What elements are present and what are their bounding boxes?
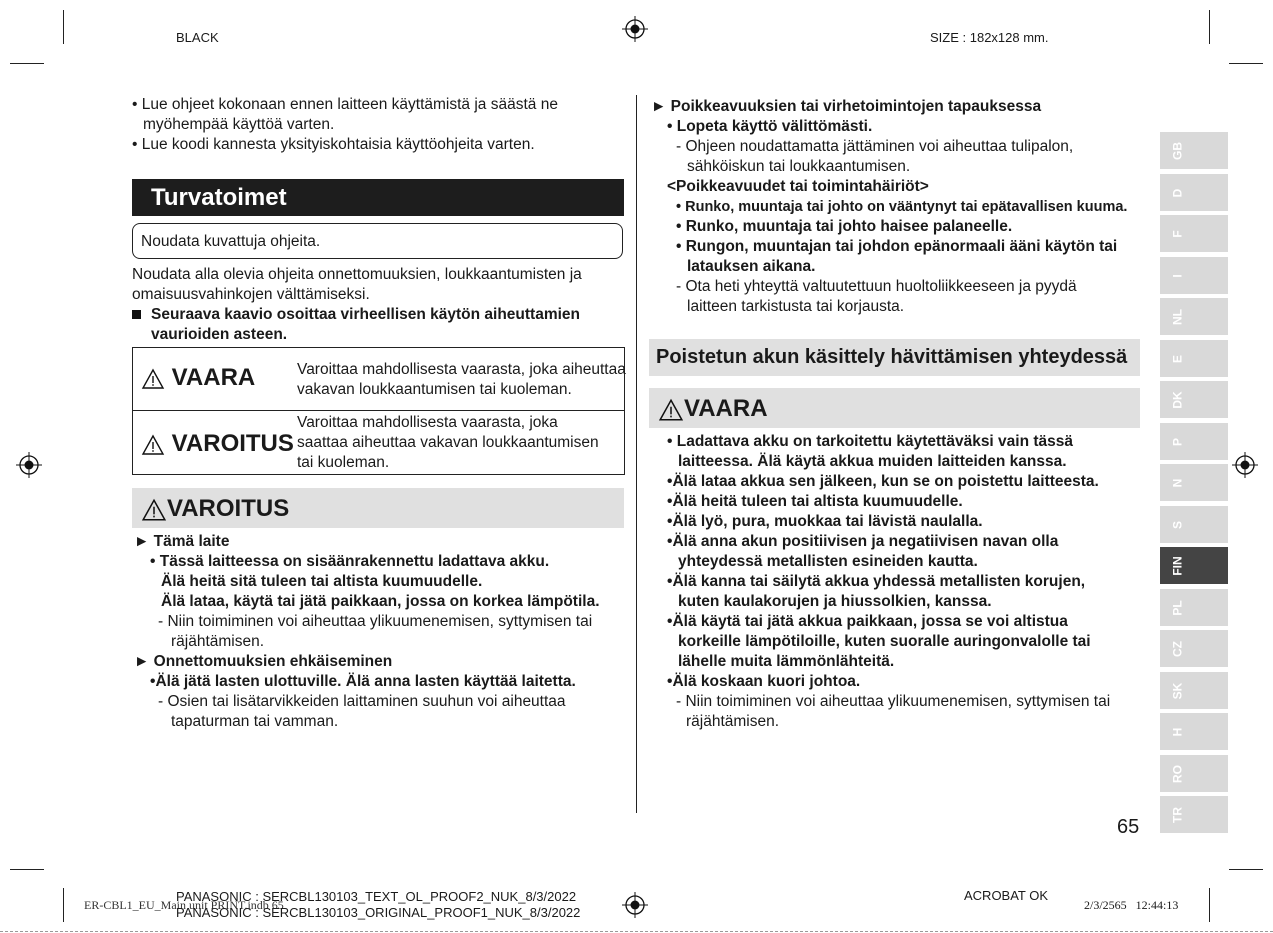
bullet: • Rungon, muuntajan tai johdon epänormaali ääni käytön tai <box>676 238 1118 255</box>
tab-d[interactable]: D <box>1160 174 1228 211</box>
bullet: • Runko, muuntaja tai johto haisee palaneelle. <box>676 218 1013 235</box>
crop-mark <box>1209 888 1210 922</box>
crop-mark <box>63 10 64 44</box>
tab-nl[interactable]: NL <box>1160 298 1228 335</box>
danger-heading: VAARA <box>658 395 768 423</box>
bullet: •Älä lataa akkua sen jälkeen, kun se on poistettu laitteesta. <box>667 473 1099 490</box>
warning-triangle-icon <box>141 498 167 522</box>
bullet: •Älä anna akun positiivisen ja negatiivisen navan olla <box>667 533 1059 550</box>
footer-file: ER-CBL1_EU_Main unit PRINT.indb 65 <box>84 898 284 912</box>
safety-title-band <box>132 179 624 216</box>
chart-intro-cont: vaurioiden asteen. <box>151 326 288 343</box>
warning-band <box>132 488 624 528</box>
tab-tr[interactable]: TR <box>1160 796 1228 833</box>
tab-s[interactable]: S <box>1160 506 1228 543</box>
tab-dk[interactable]: DK <box>1160 381 1228 418</box>
footer-timestamp: 2/3/2565 12:44:13 <box>1084 898 1179 912</box>
dash-note: - Niin toimiminen voi aiheuttaa ylikuumenemisen, syttymisen tai <box>158 613 593 630</box>
bullet: • Ladattava akku on tarkoitettu käytettäväksi vain tässä <box>667 433 1074 450</box>
intro-bullet-1-cont: myöhempää käyttöä varten. <box>143 116 335 133</box>
registration-mark-icon <box>16 452 42 478</box>
dash-note: - Osien tai lisätarvikkeiden laittaminen suuhun voi aiheuttaa <box>158 693 566 710</box>
safety-title: Turvatoimet <box>151 184 287 211</box>
intro-bullet-2: • Lue koodi kannesta yksityiskohtaisia käyttöohjeita varten. <box>132 136 535 153</box>
danger-list <box>667 432 1147 732</box>
abnormal-title: <Poikkeavuudet tai toimintahäiriöt> <box>667 178 929 195</box>
disposal-band <box>649 339 1140 376</box>
dash-note: - Ohjeen noudattamatta jättäminen voi aiheuttaa tulipalon, <box>676 138 1074 155</box>
warning-triangle-icon <box>141 368 165 390</box>
size-label: SIZE : 182x128 mm. <box>930 30 1049 45</box>
safety-paragraph <box>132 265 632 345</box>
tab-n[interactable]: N <box>1160 464 1228 501</box>
bullet-cont: laitteessa. Älä käytä akkua muiden laitteiden kanssa. <box>678 453 1067 470</box>
safety-para-line: Noudata alla olevia ohjeita onnettomuuksien, loukkaantumisten ja <box>132 266 582 283</box>
disposal-title: Poistetun akun käsittely hävittämisen yhteydessä <box>656 346 1128 368</box>
tab-gb[interactable]: GB <box>1160 132 1228 169</box>
tab-sk[interactable]: SK <box>1160 672 1228 709</box>
bullet: • Lopeta käyttö välittömästi. <box>667 118 873 135</box>
chart-intro: Seuraava kaavio osoittaa virheellisen käytön aiheuttamien <box>132 305 632 325</box>
crop-mark <box>10 63 44 64</box>
bullet-cont: korkeille lämpötiloille, kuten suoralle auringonvalolle tai <box>678 633 1091 650</box>
warning-triangle-icon <box>141 434 165 456</box>
column-divider <box>636 95 637 813</box>
bullet: •Älä koskaan kuori johtoa. <box>667 673 861 690</box>
dash-note: - Ota heti yhteyttä valtuutettuun huoltoliikkeeseen ja pyydä <box>676 278 1077 295</box>
intro <box>132 95 632 155</box>
bullet: •Älä lyö, pura, muokkaa tai lävistä naulalla. <box>667 513 983 530</box>
footer-proof-2: PANASONIC : SERCBL130103_ORIGINAL_PROOF1_NUK_8/3/2022 <box>176 905 581 920</box>
tab-pl[interactable]: PL <box>1160 589 1228 626</box>
section-heading: ► Onnettomuuksien ehkäiseminen <box>134 653 393 670</box>
bullet: • Runko, muuntaja tai johto on vääntynyt tai epätavallisen kuuma. <box>676 199 1128 215</box>
safety-para-line: omaisuusvahinkojen välttämiseksi. <box>132 286 370 303</box>
registration-mark-icon <box>622 892 648 918</box>
dash-note: - Niin toimiminen voi aiheuttaa ylikuumenemisen, syttymisen tai <box>676 693 1111 710</box>
left-warning-body <box>134 532 624 732</box>
page-number: 65 <box>1117 816 1140 838</box>
tab-f[interactable]: F <box>1160 215 1228 252</box>
section-heading: ► Tämä laite <box>134 533 230 550</box>
bullet-cont: Älä heitä sitä tuleen tai altista kuumuudelle. <box>161 573 483 590</box>
note-text: Noudata kuvattuja ohjeita. <box>141 233 321 250</box>
dash-note-cont: räjähtämisen. <box>171 633 265 650</box>
dash-note-cont: tapaturman tai vamman. <box>171 713 339 730</box>
bullet-cont: yhteydessä metallisten esineiden kautta. <box>678 553 978 570</box>
crop-mark <box>1229 869 1263 870</box>
crop-mark <box>1229 63 1263 64</box>
footer-acrobat: ACROBAT OK <box>964 888 1049 903</box>
hazard-table <box>132 347 625 475</box>
note-box <box>132 223 623 259</box>
hazard-row-varoitus <box>141 430 294 458</box>
bullet: • Tässä laitteessa on sisäänrakennettu ladattava akku. <box>150 553 550 570</box>
section-heading: ► Poikkeavuuksien tai virhetoimintojen tapauksessa <box>651 98 1042 115</box>
square-bullet-icon <box>132 310 141 319</box>
hazard-row-vaara <box>141 364 255 392</box>
tab-cz[interactable]: CZ <box>1160 630 1228 667</box>
crop-mark <box>10 869 44 870</box>
crop-mark <box>1209 10 1210 44</box>
intro-bullet-1: • Lue ohjeet kokonaan ennen laitteen käyttämistä ja säästä ne <box>132 96 558 113</box>
dash-note-cont: laitteen tarkistusta tai korjausta. <box>687 298 905 315</box>
bullet: •Älä kanna tai säilytä akkua yhdessä metallisten korujen, <box>667 573 1086 590</box>
hazard-level: VAARA <box>171 364 256 391</box>
color-label: BLACK <box>176 30 219 45</box>
bullet: •Älä heitä tuleen tai altista kuumuudelle. <box>667 493 963 510</box>
dash-note-cont: räjähtämisen. <box>686 713 780 730</box>
footer-proof-1: PANASONIC : SERCBL130103_TEXT_OL_PROOF2_NUK_8/3/2022 <box>176 889 577 904</box>
bullet-cont: latauksen aikana. <box>687 258 816 275</box>
bullet: •Älä käytä tai jätä akkua paikkaan, jossa se voi altistua <box>667 613 1068 630</box>
tab-h[interactable]: H <box>1160 713 1228 750</box>
warning-triangle-icon <box>658 398 684 422</box>
tab-i[interactable]: I <box>1160 257 1228 294</box>
bullet-cont: lähelle muita lämmönlähteitä. <box>678 653 895 670</box>
hazard-level: VAROITUS <box>171 430 294 457</box>
malfunction-section <box>651 97 1146 317</box>
hazard-desc: Varoittaa mahdollisesta vaarasta, joka saattaa aiheuttaa vakavan loukkaantumisen tai kuoleman. <box>297 414 599 471</box>
hazard-desc: Varoittaa mahdollisesta vaarasta, joka aiheuttaa vakavan loukkaantumisen tai kuoleman. <box>297 361 626 398</box>
tab-e[interactable]: E <box>1160 340 1228 377</box>
dash-note-cont: sähköiskun tai loukkaantumisen. <box>687 158 911 175</box>
warning-heading: VAROITUS <box>141 495 289 523</box>
registration-mark-icon <box>1232 452 1258 478</box>
bullet: •Älä jätä lasten ulottuville. Älä anna lasten käyttää laitetta. <box>150 673 576 690</box>
registration-mark-icon <box>622 16 648 42</box>
bullet-cont: Älä lataa, käytä tai jätä paikkaan, jossa on korkea lämpötila. <box>161 593 600 610</box>
tab-p[interactable]: P <box>1160 423 1228 460</box>
danger-band <box>649 388 1140 428</box>
crop-mark <box>63 888 64 922</box>
bullet-cont: kuten kaulakorujen ja hiussolkien, kanssa. <box>678 593 992 610</box>
tab-fin[interactable]: FIN <box>1160 547 1228 584</box>
tab-ro[interactable]: RO <box>1160 755 1228 792</box>
